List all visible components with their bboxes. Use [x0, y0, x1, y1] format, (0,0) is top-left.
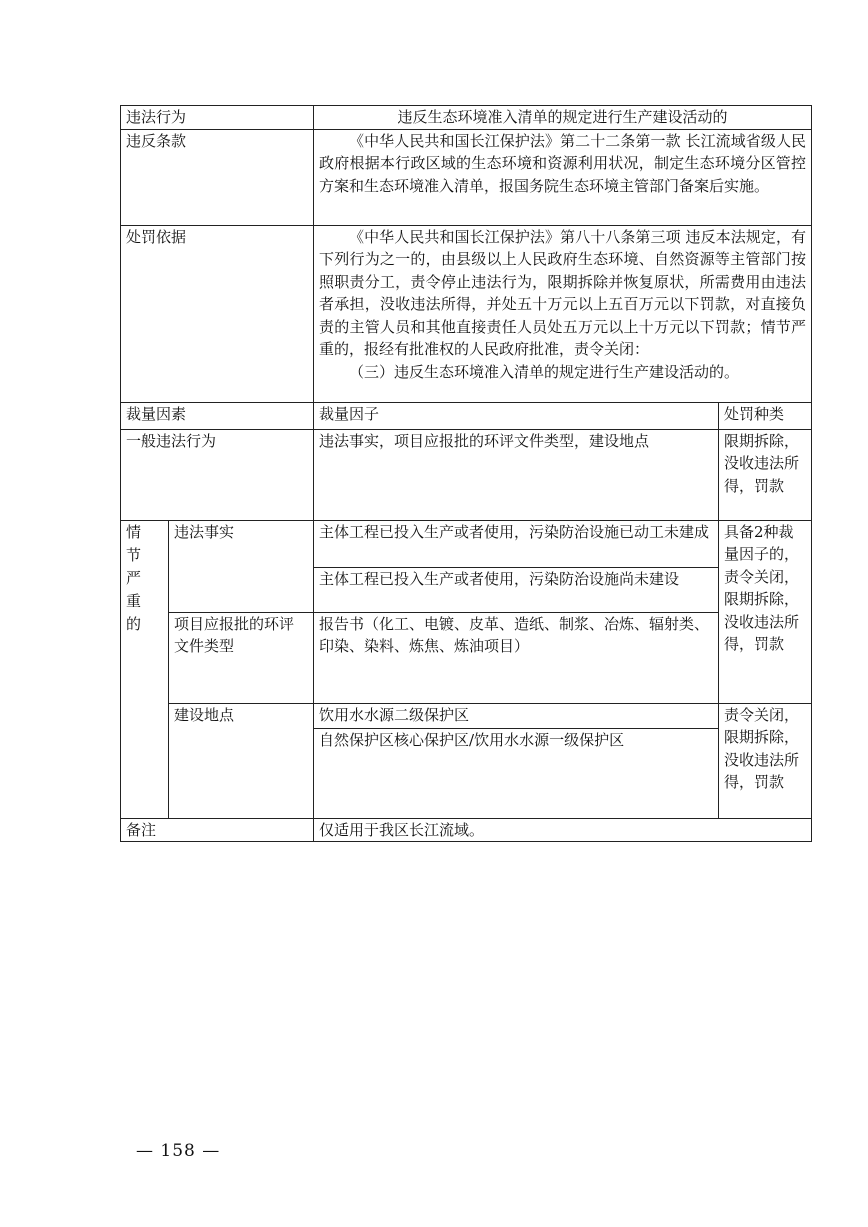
row-violated-clause — [121, 129, 812, 225]
penalty-basis-item: （三）违反生态环境准入清单的规定进行生产建设活动的。 — [349, 362, 740, 381]
label-remark: 备注 — [121, 818, 314, 842]
header-factor: 裁量因子 — [314, 402, 719, 429]
header-factor-element: 裁量因素 — [121, 402, 314, 429]
label-violated-clause: 违反条款 — [121, 129, 314, 225]
value-violated-clause: 《中华人民共和国长江保护法》第二十二条第一款 长江流域省级人民政府根据本行政区域的生态环境和资源利用状况，制定生态环境分区管控方案和生态环境准入清单，报国务院生态环境主管部门备案后实施。 — [314, 129, 812, 225]
general-factors: 违法事实，项目应报批的环评文件类型，建设地点 — [314, 429, 719, 520]
group-illegal-fact: 违法事实 — [169, 520, 314, 612]
row-serious-eia — [121, 612, 812, 703]
serious-penalty-a: 具备2种裁量因子的，责令关闭，限期拆除，没收违法所得，罚款 — [719, 520, 812, 703]
serious-penalty-b: 责令关闭，限期拆除，没收违法所得，罚款 — [719, 703, 812, 818]
row-remark — [121, 818, 812, 842]
page-number: — 158 — — [136, 1141, 221, 1161]
serious-char: 严 — [126, 568, 142, 587]
general-penalty: 限期拆除，没收违法所得，罚款 — [719, 429, 812, 520]
serious-char: 重 — [126, 591, 142, 610]
label-serious — [121, 520, 169, 818]
row-general-violation — [121, 429, 812, 520]
value-remark: 仅适用于我区长江流域。 — [314, 818, 812, 842]
header-penalty-type: 处罚种类 — [719, 402, 812, 429]
label-general-violation: 一般违法行为 — [121, 429, 314, 520]
penalty-basis-text: 《中华人民共和国长江保护法》第八十八条第三项 违反本法规定，有下列行为之一的，由县级以上人民政府生态环境、自然资源等主管部门按照职责分工，责令停止违法行为，限期拆除并恢复原状，所需费用由违法者承担，没收违法所得，并处五十万元以上五百万元以下罚款，对直接负责的主管人员和其他直接责任人员处五万元以上十万元以下罚款；情节严重的，报经有批准权的人民政府批准，责令关闭： — [319, 227, 807, 358]
row-penalty-basis — [121, 225, 812, 402]
row-serious-fact-1 — [121, 520, 812, 567]
label-penalty-basis: 处罚依据 — [121, 225, 314, 402]
value-penalty-basis — [314, 225, 812, 402]
discretion-standard-table — [120, 105, 812, 842]
label-illegal-act: 违法行为 — [121, 106, 314, 130]
value-illegal-act: 违反生态环境准入清单的规定进行生产建设活动的 — [314, 106, 812, 130]
location-item-1: 饮用水水源二级保护区 — [314, 703, 719, 728]
location-item-2: 自然保护区核心保护区/饮用水水源一级保护区 — [314, 728, 719, 818]
group-eia-type: 项目应报批的环评文件类型 — [169, 612, 314, 703]
eia-item-1: 报告书（化工、电镀、皮革、造纸、制浆、冶炼、辐射类、印染、染料、炼焦、炼油项目） — [314, 612, 719, 703]
serious-char: 的 — [126, 614, 142, 633]
serious-char: 节 — [126, 545, 142, 564]
row-serious-location-1 — [121, 703, 812, 728]
group-location: 建设地点 — [169, 703, 314, 818]
serious-char: 情 — [126, 522, 142, 541]
fact-item-1: 主体工程已投入生产或者使用，污染防治设施已动工未建成 — [314, 520, 719, 567]
row-illegal-act — [121, 106, 812, 130]
row-header — [121, 402, 812, 429]
fact-item-2: 主体工程已投入生产或者使用，污染防治设施尚未建设 — [314, 567, 719, 612]
